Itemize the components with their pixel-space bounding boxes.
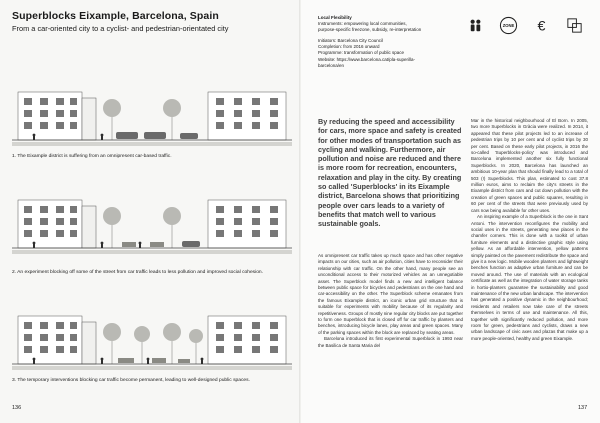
project-meta: [318, 15, 456, 69]
page-number-right: 137: [578, 405, 588, 411]
lead-paragraph: By reducing the speed and accessibility for cars, more space and safety is created for other modes of transportation such as cycling and walking. Furthermore, air pollution and noise are reduced and there is more room for recreation, encounters, relaxation and play in the city. By creating so called 'Superblocks' in its Eixample district, Barcelona shows that prioritizing people over cars leads to a variety of benefits that match well to various sustainable goals.: [318, 117, 462, 229]
meta-initiators: Initiators: Barcelona City Council: [318, 38, 384, 44]
svg-text:€: €: [537, 18, 546, 35]
meta-completion: Completion: from 2016 onward: [318, 44, 380, 50]
reinterpretation-icon: [565, 16, 584, 35]
body-paragraph: Barcelona introduced its first experimental Superblock in 1993 near the Basilica de Santa Maria del: [318, 336, 463, 348]
body-paragraph: As omnipresent car traffic takes up much space and has other negative impacts on our cities, such as air pollution, cities have to reconsider their relationship with car traffic. On the other hand, many people see an unconditional access to their motorized vehicles as an unnegotiable asset. The Superblock model finds a new and intelligent balance between public space for bicycles and pedestrians on the one hand and car-accessibility on the other. The Superblock scheme emanates from the famous Eixample district, an iconic urban grid structure that is suitable for experiments with mobility because of its regularity and repetitiveness. Groups of mostly nine regular city blocks are put together to form one Superblock that is closed off for car traffic by planters and benches, introducing bicycle lanes, play areas and green spaces. Many of the parking spaces within the block are replaced by seating areas.: [318, 253, 463, 335]
instrument-icons: [466, 16, 588, 36]
euro-icon: [532, 16, 551, 35]
figure-caption-2: 2. An experiment blocking off some of the street from car traffic leads to less pollution and improved social cohesion.: [12, 270, 264, 275]
meta-heading: Local Flexibility: [318, 15, 352, 20]
meta-website-cont: barcelona/en: [318, 62, 345, 68]
meta-instruments-2: purpose-specific freezone, subsidy, re-interpretation: [318, 27, 422, 33]
page-title: Superblocks Eixample, Barcelona, Spain: [12, 10, 219, 22]
meta-website: Website: https://www.barcelona.cat/pla-superilla-: [318, 56, 415, 62]
people-icon: [466, 16, 485, 35]
zone-icon: [499, 16, 518, 35]
body-column-2: [471, 118, 588, 342]
body-column-1: [318, 253, 463, 349]
body-paragraph: Mar in the historical neighbourhood of El Born. In 2005, two more Superblocks in Gràcia were realized. In 2014, it appeared that these pilot projects led to an increase of pedestrian trips by 10 per cent and of cyclist trips by 30 per cent. Based on these early pilot projects, in 2016 the so-called 'Superblocks-policy' was introduced and Barcelona implemented another six fully functional Superblocks. In 2020, Barcelona has launched an ambitious 10-year plan that should finally lead to a total of 503 (!) Superblocks. This plan, estimated to cost 37.8 million euros, aims to reclaim the city's streets in the Eixample district from cars and cut down pollution with the creation of green spaces and public squares, resulting in 60 per cent of the streets that were previously used by cars now being available for other uses.: [471, 118, 588, 213]
meta-programme: Programme: transformation of public space: [318, 50, 405, 56]
zone-icon-label: ZONE: [502, 23, 515, 29]
body-paragraph: An inspiring example of a Superblock is the one in Sant Antoni. The intervention reconfigures the mobility and social uses in the streets, generating new places in the chamfer corners. This is done with a toolkit of urban furniture elements and a distinctive graphic style using yellow. As an affordable intervention, yellow patterns simply painted on the pavement redistribute the space and give it a new logic. Mobile wooden planters and lightweight benches function as adaptive urban furniture and can be moved around. The use of materials with an ecological certificate as well as the integration of water storage tanks in hortio-planters guarantee the sustainability and good maintenance of the new urban landscape. The intervention has generated a positive dynamic in the neighbourhood; residents and retailers now take care of the streets themselves in terms of use and maintenance. All this, together with significantly reduced pollution, and more room for green, pedestrians and cyclists, draws a new urban landscape of civic axes and plazas that make up a more people-oriented, healthy and green Eixample.: [471, 214, 588, 341]
meta-instruments-1: Instruments: empowering local communities,: [318, 21, 407, 27]
page-number-left: 136: [12, 405, 22, 411]
figure-caption-3: 3. The temporary interventions blocking car traffic become permanent, leading to well-designed public spaces.: [12, 378, 250, 383]
street-illustration-2: [12, 196, 292, 258]
figure-caption-1: 1. The Eixample district is suffering from an omnipresent car-based traffic.: [12, 154, 172, 159]
street-illustration-3: [12, 312, 292, 374]
book-gutter: [299, 0, 301, 423]
street-illustration-1: [12, 88, 292, 150]
page-subtitle: From a car-oriented city to a cyclist- and pedestrian-orientated city: [12, 24, 229, 33]
